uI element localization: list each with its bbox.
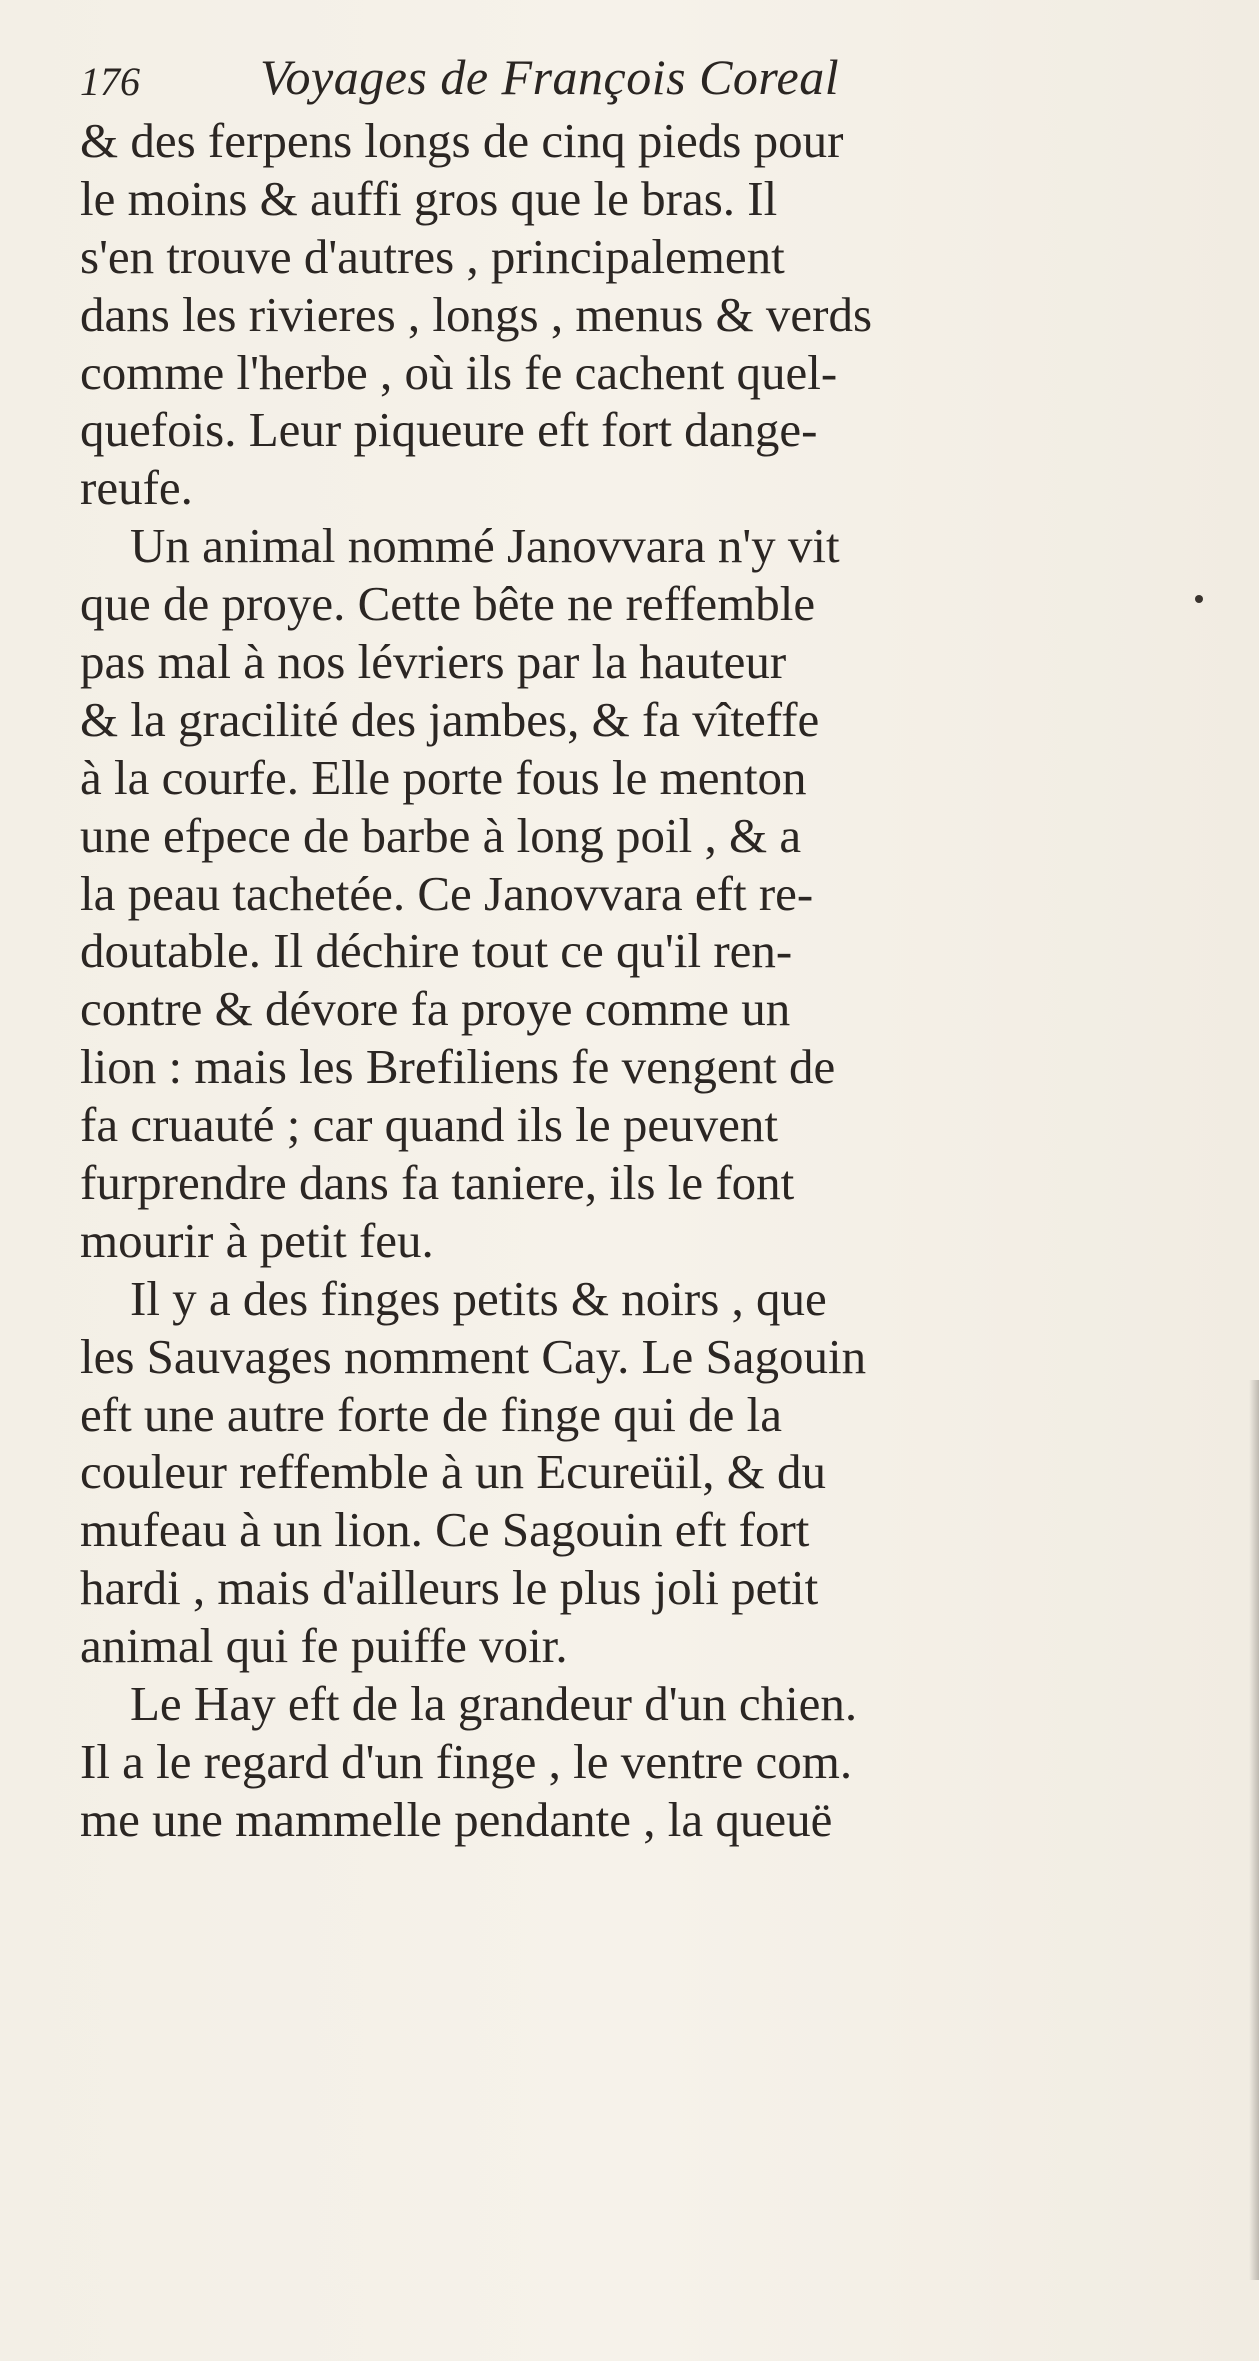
text-line: la peau tachetée. Ce Janovvara eft re- (80, 865, 814, 921)
text-line: couleur reffemble à un Ecureüil, & du (80, 1444, 827, 1500)
text-line: furprendre dans fa taniere, ils le font (80, 1155, 795, 1211)
text-line: fa cruauté ; car quand ils le peuvent (80, 1097, 778, 1153)
text-line: pas mal à nos lévriers par la hauteur (80, 634, 787, 690)
text-line: Un animal nommé Janovvara n'y vit (130, 518, 840, 574)
text-line: lion : mais les Brefiliens fe vengent de (80, 1039, 836, 1095)
text-line: que de proye. Cette bête ne reffemble (80, 576, 816, 632)
text-line: dans les rivieres , longs , menus & verds (80, 286, 873, 342)
page-edge-shadow (1249, 1380, 1259, 2280)
text-line: doutable. Il déchire tout ce qu'il ren- (80, 923, 793, 979)
text-line: quefois. Leur piqueure eft fort dange- (80, 402, 818, 458)
text-line: hardi , mais d'ailleurs le plus joli petit (80, 1560, 819, 1616)
text-line: mufeau à un lion. Ce Sagouin eft fort (80, 1502, 810, 1558)
body-text (80, 112, 1120, 1849)
running-title: Voyages de François Coreal (260, 49, 840, 105)
text-line: me une mammelle pendante , la queuë (80, 1791, 833, 1847)
text-line: Le Hay eft de la grandeur d'un chien. (130, 1676, 858, 1732)
ink-spot (1195, 595, 1203, 603)
text-line: à la courfe. Elle porte fous le menton (80, 749, 807, 805)
text-line: comme l'herbe , où ils fe cachent quel- (80, 344, 838, 400)
text-line: mourir à petit feu. (80, 1212, 434, 1268)
text-line: contre & dévore fa proye comme un (80, 981, 791, 1037)
text-line: une efpece de barbe à long poil , & a (80, 807, 802, 863)
text-line: les Sauvages nomment Cay. Le Sagouin (80, 1328, 867, 1384)
text-line: & des ferpens longs de cinq pieds pour (80, 113, 844, 168)
text-line: s'en trouve d'autres , principalement (80, 228, 785, 284)
text-line: Il a le regard d'un finge , le ventre com. (80, 1733, 853, 1789)
text-line: reufe. (80, 460, 193, 516)
text-line: Il y a des finges petits & noirs , que (130, 1270, 827, 1326)
text-line: animal qui fe puiffe voir. (80, 1618, 568, 1674)
text-line: le moins & auffi gros que le bras. Il (80, 170, 778, 226)
page-number: 176 (80, 59, 140, 104)
text-line: & la gracilité des jambes, & fa vîteffe (80, 691, 820, 747)
text-line: eft une autre forte de finge qui de la (80, 1386, 783, 1442)
